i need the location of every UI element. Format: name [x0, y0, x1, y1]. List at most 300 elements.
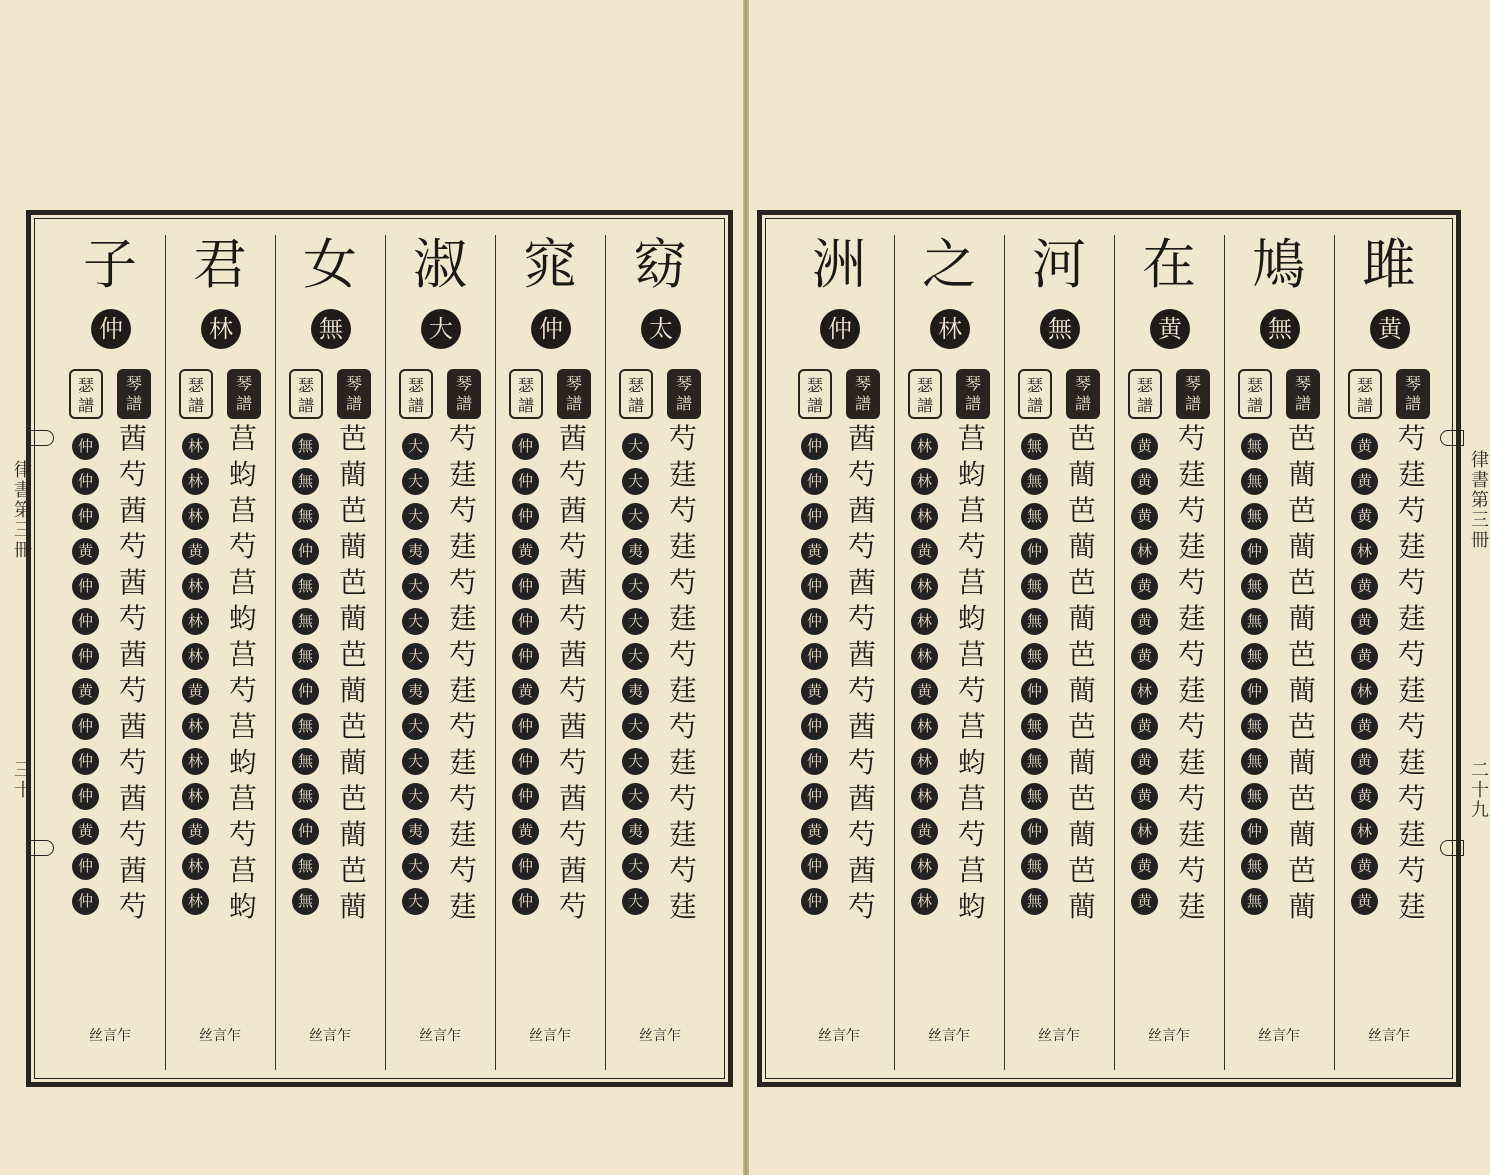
- qin-tablature-char: 芍: [228, 674, 257, 707]
- se-note: 無: [292, 468, 319, 495]
- se-note: 大: [622, 433, 649, 460]
- qin-tablature-char: 芭: [1287, 422, 1316, 455]
- qin-tablature-char: 莛: [668, 602, 697, 635]
- qin-tablature-char: 莤: [847, 854, 876, 887]
- qin-tablature-char: 莤: [847, 494, 876, 527]
- qin-note-stack: [1392, 421, 1432, 925]
- right-margin-title: 律書第三冊: [1468, 450, 1489, 550]
- se-note: 無: [1241, 853, 1268, 880]
- se-note: 黄: [182, 678, 209, 705]
- se-note: 仲: [1021, 678, 1048, 705]
- se-note: 林: [182, 468, 209, 495]
- se-note: 林: [911, 573, 938, 600]
- qin-tablature-char: 芍: [668, 566, 697, 599]
- qin-tablature-char: 芍: [1397, 422, 1426, 455]
- se-note: 大: [622, 468, 649, 495]
- column-foot-note: 丝言乍: [639, 1028, 681, 1044]
- se-note-stack: [400, 433, 430, 923]
- se-note: 大: [622, 573, 649, 600]
- score-column: [1334, 223, 1444, 1074]
- se-note: 仲: [801, 643, 828, 670]
- qin-tablature-char: 芍: [1177, 638, 1206, 671]
- se-label-char: 譜: [1026, 396, 1043, 415]
- qin-note-stack: [223, 421, 263, 925]
- lyric-character: 窈: [633, 233, 687, 296]
- pitch-name-disc: 無: [311, 309, 351, 349]
- qin-tablature-char: 蕳: [1067, 602, 1096, 635]
- qin-tablature-char: 芭: [1287, 494, 1316, 527]
- qin-tablature-char: 蕳: [1287, 602, 1316, 635]
- qin-tablature-char: 莛: [668, 530, 697, 563]
- qin-tablature-char: 莤: [118, 710, 147, 743]
- se-note: 黄: [911, 678, 938, 705]
- column-foot-note: 丝言乍: [1148, 1028, 1190, 1044]
- qin-label-char: 琴: [1404, 374, 1421, 393]
- qin-tablature-char: 蚐: [228, 458, 257, 491]
- qin-label-char: 譜: [854, 394, 871, 413]
- se-note: 無: [292, 888, 319, 915]
- se-note: 林: [1131, 538, 1158, 565]
- se-note: 林: [182, 643, 209, 670]
- se-note: 大: [402, 713, 429, 740]
- qin-note-stack: [443, 421, 483, 925]
- qin-tablature-char: 芍: [1177, 494, 1206, 527]
- column-divider: [385, 235, 386, 1070]
- qin-tablature-char: 莛: [1397, 818, 1426, 851]
- se-note: 林: [182, 573, 209, 600]
- se-score-label: [619, 369, 653, 419]
- qin-tablature-char: 芍: [957, 818, 986, 851]
- qin-tablature-char: 芍: [228, 818, 257, 851]
- qin-tablature-char: 芍: [1397, 638, 1426, 671]
- lyric-character: 窕: [523, 233, 577, 296]
- qin-label-char: 琴: [675, 374, 692, 393]
- se-note: 黄: [72, 818, 99, 845]
- lyric-character: 女: [303, 233, 357, 296]
- se-label-char: 譜: [1246, 396, 1263, 415]
- score-column: [1224, 223, 1334, 1074]
- se-score-label: [509, 369, 543, 419]
- lyric-character: 鳩: [1252, 233, 1306, 296]
- se-note: 夷: [402, 538, 429, 565]
- qin-score-label: [1286, 369, 1320, 419]
- qin-tablature-char: 莤: [847, 710, 876, 743]
- se-label-char: 瑟: [916, 376, 933, 395]
- qin-tablature-char: 莛: [1177, 890, 1206, 923]
- se-note: 林: [182, 433, 209, 460]
- qin-tablature-char: 蚐: [228, 602, 257, 635]
- qin-tablature-char: 芭: [1287, 566, 1316, 599]
- se-note: 黄: [1351, 643, 1378, 670]
- se-note: 大: [402, 643, 429, 670]
- qin-tablature-char: 蕳: [338, 746, 367, 779]
- se-note: 黄: [72, 678, 99, 705]
- se-note: 無: [1241, 468, 1268, 495]
- se-note: 黄: [1131, 608, 1158, 635]
- column-divider: [1224, 235, 1225, 1070]
- se-note: 仲: [801, 433, 828, 460]
- score-column: [275, 223, 385, 1074]
- column-divider: [165, 235, 166, 1070]
- se-note: 仲: [72, 888, 99, 915]
- qin-tablature-char: 蚐: [957, 890, 986, 923]
- se-note: 林: [911, 643, 938, 670]
- se-note: 仲: [512, 503, 539, 530]
- se-note: 林: [1351, 678, 1378, 705]
- lyric-character: 子: [83, 233, 137, 296]
- qin-label-char: 譜: [1074, 394, 1091, 413]
- qin-tablature-char: 莛: [1397, 458, 1426, 491]
- se-note-stack: [620, 433, 650, 923]
- qin-score-label: [667, 369, 701, 419]
- qin-tablature-char: 莤: [558, 638, 587, 671]
- qin-tablature-char: 芍: [448, 494, 477, 527]
- qin-tablature-char: 芍: [558, 458, 587, 491]
- se-note: 仲: [1241, 818, 1268, 845]
- qin-label-char: 琴: [235, 374, 252, 393]
- se-note: 無: [292, 853, 319, 880]
- qin-label-char: 琴: [964, 374, 981, 393]
- column-divider: [1114, 235, 1115, 1070]
- se-note: 無: [1021, 888, 1048, 915]
- qin-tablature-char: 莤: [118, 566, 147, 599]
- qin-note-stack: [663, 421, 703, 925]
- fish-tail-mark-icon: [1440, 840, 1464, 856]
- column-divider: [495, 235, 496, 1070]
- qin-tablature-char: 芍: [847, 458, 876, 491]
- se-note: 大: [402, 433, 429, 460]
- column-foot-note: 丝言乍: [309, 1028, 351, 1044]
- se-note: 黄: [1131, 853, 1158, 880]
- qin-tablature-char: 莛: [1397, 746, 1426, 779]
- qin-tablature-char: 蕳: [1287, 530, 1316, 563]
- qin-label-char: 譜: [565, 394, 582, 413]
- se-note: 仲: [512, 713, 539, 740]
- se-note: 大: [622, 888, 649, 915]
- qin-tablature-char: 芍: [118, 746, 147, 779]
- se-note: 無: [1021, 783, 1048, 810]
- se-note: 無: [1241, 433, 1268, 460]
- se-note: 仲: [72, 713, 99, 740]
- pitch-name-disc: 仲: [91, 309, 131, 349]
- qin-score-label: [846, 369, 880, 419]
- se-note: 仲: [72, 643, 99, 670]
- se-label-char: 譜: [517, 396, 534, 415]
- qin-tablature-char: 蕳: [1287, 746, 1316, 779]
- column-divider: [1004, 235, 1005, 1070]
- se-note-stack: [909, 433, 939, 923]
- column-foot-note: 丝言乍: [419, 1028, 461, 1044]
- column-foot-note: 丝言乍: [89, 1028, 131, 1044]
- qin-tablature-char: 蕳: [1067, 818, 1096, 851]
- se-note: 仲: [72, 783, 99, 810]
- se-label-char: 瑟: [407, 376, 424, 395]
- score-column: [55, 223, 165, 1074]
- qin-tablature-char: 莒: [228, 782, 257, 815]
- qin-tablature-char: 莒: [957, 422, 986, 455]
- se-note: 仲: [512, 888, 539, 915]
- se-label-char: 瑟: [77, 376, 94, 395]
- se-note: 林: [911, 503, 938, 530]
- qin-label-char: 譜: [125, 394, 142, 413]
- se-note: 黄: [1131, 748, 1158, 775]
- qin-tablature-char: 蚐: [228, 890, 257, 923]
- se-label-char: 譜: [1136, 396, 1153, 415]
- se-note: 黄: [1351, 573, 1378, 600]
- column-foot-note: 丝言乍: [199, 1028, 241, 1044]
- qin-tablature-char: 芍: [668, 494, 697, 527]
- lyric-character: 雎: [1362, 233, 1416, 296]
- qin-tablature-char: 蕳: [1287, 674, 1316, 707]
- se-note-stack: [1349, 433, 1379, 923]
- se-note: 仲: [292, 818, 319, 845]
- se-note: 林: [911, 433, 938, 460]
- qin-tablature-char: 芭: [338, 494, 367, 527]
- score-column: [165, 223, 275, 1074]
- qin-tablature-char: 芍: [668, 422, 697, 455]
- qin-tablature-char: 莛: [1177, 602, 1206, 635]
- qin-score-label: [1176, 369, 1210, 419]
- qin-score-label: [956, 369, 990, 419]
- qin-tablature-char: 莛: [1397, 602, 1426, 635]
- se-note: 大: [402, 783, 429, 810]
- se-note: 黄: [182, 538, 209, 565]
- se-note: 無: [1241, 748, 1268, 775]
- se-note: 無: [1241, 643, 1268, 670]
- se-label-char: 瑟: [806, 376, 823, 395]
- qin-score-label: [227, 369, 261, 419]
- se-note: 無: [1021, 468, 1048, 495]
- se-label-char: 譜: [297, 396, 314, 415]
- qin-tablature-char: 莛: [1177, 818, 1206, 851]
- se-note: 黄: [1351, 888, 1378, 915]
- se-note: 無: [1241, 608, 1268, 635]
- score-column: [784, 223, 894, 1074]
- se-note: 仲: [801, 713, 828, 740]
- qin-tablature-char: 芍: [957, 530, 986, 563]
- se-note: 仲: [801, 573, 828, 600]
- se-note-stack: [1019, 433, 1049, 923]
- qin-tablature-char: 芭: [1287, 782, 1316, 815]
- qin-tablature-char: 莒: [228, 566, 257, 599]
- se-note: 大: [402, 748, 429, 775]
- qin-tablature-char: 芍: [668, 854, 697, 887]
- left-margin-page-number: 三十: [11, 760, 32, 800]
- se-note: 大: [622, 608, 649, 635]
- qin-tablature-char: 莤: [118, 494, 147, 527]
- qin-tablature-char: 芍: [118, 818, 147, 851]
- column-divider: [894, 235, 895, 1070]
- se-score-label: [1128, 369, 1162, 419]
- pitch-name-disc: 林: [201, 309, 241, 349]
- qin-tablature-char: 芍: [847, 674, 876, 707]
- qin-label-char: 譜: [1294, 394, 1311, 413]
- qin-tablature-char: 芭: [1067, 854, 1096, 887]
- se-note: 仲: [512, 433, 539, 460]
- qin-tablature-char: 莛: [668, 674, 697, 707]
- qin-tablature-char: 蕳: [1067, 530, 1096, 563]
- se-note: 無: [1021, 573, 1048, 600]
- se-note: 無: [1241, 573, 1268, 600]
- qin-tablature-char: 芭: [338, 782, 367, 815]
- pitch-name-disc: 無: [1260, 309, 1300, 349]
- qin-tablature-char: 莒: [228, 638, 257, 671]
- se-label-char: 譜: [407, 396, 424, 415]
- se-note: 黄: [1131, 573, 1158, 600]
- qin-tablature-char: 莛: [448, 674, 477, 707]
- qin-tablature-char: 芍: [1397, 710, 1426, 743]
- se-note: 黄: [1351, 783, 1378, 810]
- pitch-name-disc: 黄: [1150, 309, 1190, 349]
- se-note: 黄: [1351, 713, 1378, 740]
- se-note: 大: [622, 748, 649, 775]
- qin-tablature-char: 芍: [228, 530, 257, 563]
- qin-tablature-char: 蕳: [1287, 890, 1316, 923]
- se-note: 仲: [801, 853, 828, 880]
- se-note: 仲: [512, 853, 539, 880]
- qin-label-char: 琴: [1184, 374, 1201, 393]
- se-note: 黄: [911, 538, 938, 565]
- se-note-stack: [1239, 433, 1269, 923]
- se-note: 無: [1241, 783, 1268, 810]
- right-page-frame: [757, 210, 1461, 1087]
- qin-tablature-char: 芭: [338, 710, 367, 743]
- se-label-char: 譜: [916, 396, 933, 415]
- column-foot-note: 丝言乍: [928, 1028, 970, 1044]
- se-note: 無: [1241, 888, 1268, 915]
- qin-note-stack: [952, 421, 992, 925]
- fish-tail-mark-icon: [30, 840, 54, 856]
- se-note: 林: [911, 748, 938, 775]
- qin-tablature-char: 莒: [228, 854, 257, 887]
- pitch-name-disc: 仲: [820, 309, 860, 349]
- qin-tablature-char: 莛: [448, 602, 477, 635]
- lyric-character: 淑: [413, 233, 467, 296]
- qin-tablature-char: 莛: [1177, 746, 1206, 779]
- se-note: 黄: [1351, 468, 1378, 495]
- se-note: 黄: [801, 538, 828, 565]
- se-label-char: 譜: [1356, 396, 1373, 415]
- se-note: 大: [402, 888, 429, 915]
- qin-label-char: 譜: [675, 394, 692, 413]
- se-note: 無: [292, 783, 319, 810]
- se-note: 林: [911, 608, 938, 635]
- qin-tablature-char: 莛: [1177, 674, 1206, 707]
- qin-label-char: 琴: [455, 374, 472, 393]
- qin-tablature-char: 芍: [1397, 566, 1426, 599]
- se-note: 林: [182, 713, 209, 740]
- qin-tablature-char: 芍: [118, 602, 147, 635]
- se-note: 無: [292, 503, 319, 530]
- se-note: 林: [911, 888, 938, 915]
- left-margin-title: 律書第三冊: [11, 460, 32, 560]
- qin-note-stack: [1172, 421, 1212, 925]
- qin-tablature-char: 莛: [668, 818, 697, 851]
- se-note: 仲: [72, 853, 99, 880]
- qin-tablature-char: 莒: [228, 710, 257, 743]
- se-note: 林: [182, 853, 209, 880]
- qin-tablature-char: 芍: [118, 458, 147, 491]
- se-score-label: [399, 369, 433, 419]
- se-label-char: 瑟: [1026, 376, 1043, 395]
- qin-tablature-char: 莤: [847, 782, 876, 815]
- qin-tablature-char: 莛: [448, 530, 477, 563]
- fish-tail-mark-icon: [1440, 430, 1464, 446]
- se-note: 黄: [1131, 643, 1158, 670]
- score-column: [1114, 223, 1224, 1074]
- se-note: 林: [182, 608, 209, 635]
- se-score-label: [1238, 369, 1272, 419]
- qin-tablature-char: 莛: [1397, 890, 1426, 923]
- se-note: 無: [1021, 713, 1048, 740]
- se-note: 林: [182, 783, 209, 810]
- qin-label-char: 琴: [565, 374, 582, 393]
- qin-label-char: 譜: [235, 394, 252, 413]
- se-note: 黄: [1131, 783, 1158, 810]
- qin-tablature-char: 芭: [338, 854, 367, 887]
- pitch-name-disc: 無: [1040, 309, 1080, 349]
- se-score-label: [289, 369, 323, 419]
- lyric-character: 之: [922, 233, 976, 296]
- qin-tablature-char: 芍: [118, 530, 147, 563]
- se-note: 林: [1131, 678, 1158, 705]
- se-note: 仲: [72, 503, 99, 530]
- se-note-stack: [510, 433, 540, 923]
- qin-tablature-char: 蕳: [1287, 458, 1316, 491]
- se-note: 黄: [1131, 468, 1158, 495]
- pitch-name-disc: 仲: [531, 309, 571, 349]
- qin-tablature-char: 芍: [448, 782, 477, 815]
- se-note: 大: [402, 853, 429, 880]
- qin-tablature-char: 芍: [957, 674, 986, 707]
- se-label-char: 譜: [806, 396, 823, 415]
- se-label-char: 瑟: [1246, 376, 1263, 395]
- se-score-label: [1018, 369, 1052, 419]
- qin-tablature-char: 芍: [448, 566, 477, 599]
- qin-tablature-char: 芍: [1177, 710, 1206, 743]
- pitch-name-disc: 黄: [1370, 309, 1410, 349]
- se-note: 黄: [1351, 748, 1378, 775]
- se-note: 仲: [801, 783, 828, 810]
- se-note: 仲: [512, 468, 539, 495]
- se-note-stack: [70, 433, 100, 923]
- qin-tablature-char: 蚐: [957, 746, 986, 779]
- qin-tablature-char: 莤: [118, 782, 147, 815]
- se-note: 無: [292, 643, 319, 670]
- se-note: 仲: [292, 678, 319, 705]
- qin-tablature-char: 莛: [668, 746, 697, 779]
- se-note: 夷: [402, 818, 429, 845]
- se-note: 黄: [182, 818, 209, 845]
- qin-tablature-char: 蕳: [1067, 890, 1096, 923]
- se-note: 無: [1241, 503, 1268, 530]
- se-note: 無: [1021, 643, 1048, 670]
- qin-tablature-char: 芭: [1067, 710, 1096, 743]
- se-label-char: 瑟: [1356, 376, 1373, 395]
- se-note: 無: [292, 573, 319, 600]
- qin-tablature-char: 莤: [558, 566, 587, 599]
- qin-label-char: 譜: [345, 394, 362, 413]
- qin-tablature-char: 芍: [847, 890, 876, 923]
- qin-tablature-char: 芍: [1177, 566, 1206, 599]
- se-note: 夷: [402, 678, 429, 705]
- column-divider: [275, 235, 276, 1070]
- se-note: 林: [182, 888, 209, 915]
- se-note: 無: [292, 713, 319, 740]
- se-note: 仲: [801, 888, 828, 915]
- qin-tablature-char: 莤: [118, 854, 147, 887]
- se-note: 仲: [1241, 678, 1268, 705]
